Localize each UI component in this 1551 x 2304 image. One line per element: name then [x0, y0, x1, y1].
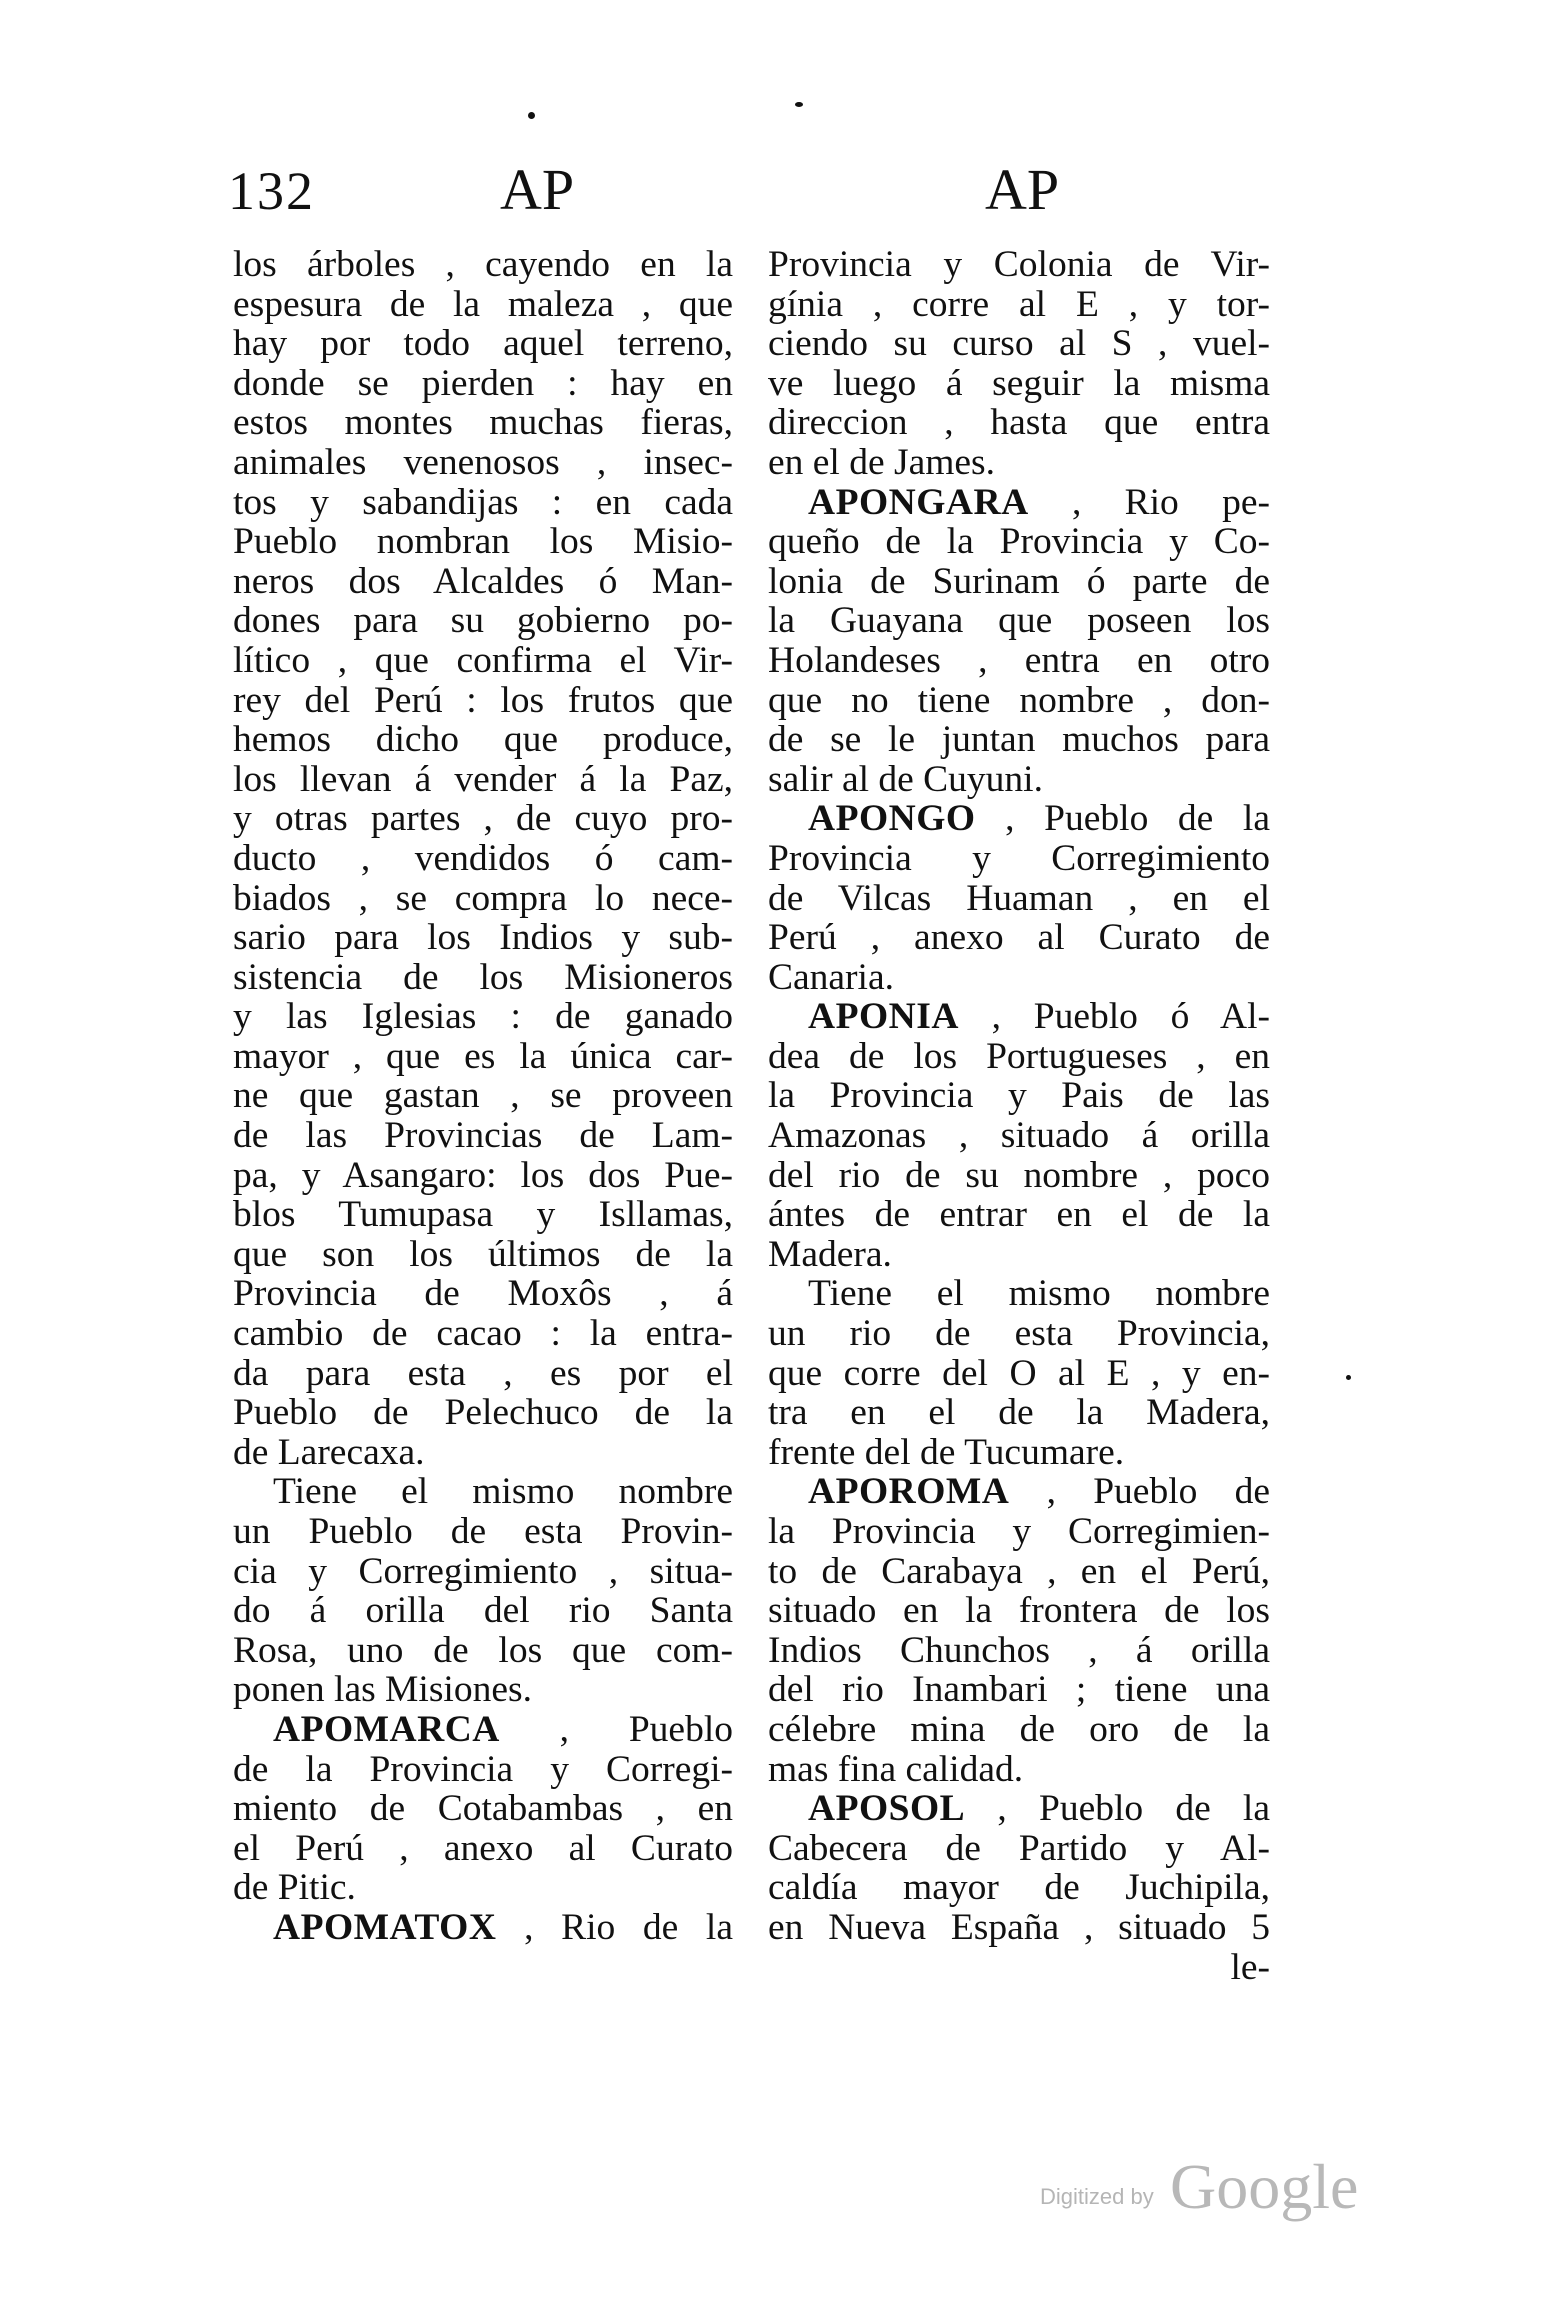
line-text: Tiene el mismo nombre: [808, 1274, 1270, 1315]
line-text: animales venenosos , insec-: [233, 442, 733, 483]
line-text: sario para los Indios y sub-: [233, 918, 733, 958]
text-line: [768, 1076, 1270, 1116]
line-text: que corre del O al E , y en-: [768, 1353, 1270, 1394]
line-text: biados , se compra lo nece-: [233, 878, 733, 919]
line-text: un Pueblo de esta Provin-: [233, 1512, 733, 1552]
entry-headword: APOSOL: [808, 1789, 966, 1829]
line-text: salir al de Cuyuni.: [768, 759, 1043, 800]
text-line: [768, 997, 1270, 1037]
entry-headword: APONGO: [808, 799, 976, 839]
text-line: [233, 1393, 733, 1433]
line-text: ponen las Misiones.: [233, 1670, 532, 1710]
text-line: [768, 1156, 1270, 1196]
text-line: [768, 720, 1270, 760]
line-text: de las Provincias de Lam-: [233, 1116, 733, 1156]
line-text: , Pueblo de: [1009, 1472, 1270, 1512]
text-line: [233, 443, 733, 483]
text-line: [768, 1631, 1270, 1671]
line-text: Provincia de Moxôs , á: [233, 1274, 733, 1315]
line-text: caldía mayor de Juchipila,: [768, 1868, 1270, 1908]
ink-speck: [528, 112, 535, 119]
line-text: Tiene el mismo nombre: [273, 1472, 733, 1512]
text-line: [233, 483, 733, 523]
text-line: [233, 1829, 733, 1869]
line-text: la Guayana que poseen los: [768, 601, 1270, 641]
entry-headword: APOMARCA: [273, 1709, 500, 1750]
text-line: [233, 760, 733, 800]
text-line: [768, 1512, 1270, 1552]
entry-headword: APOROMA: [808, 1472, 1010, 1512]
page-header: [0, 157, 1551, 240]
text-line: [768, 1433, 1270, 1473]
line-text: queño de la Provincia y Co-: [768, 522, 1270, 562]
text-line: [768, 1037, 1270, 1077]
line-text: tra en el de la Madera,: [768, 1393, 1270, 1433]
text-line: [768, 1908, 1270, 1948]
line-text: en Nueva España , situado 5: [768, 1907, 1270, 1948]
line-text: hay por todo aquel terreno,: [233, 324, 733, 364]
line-text: estos montes muchas fieras,: [233, 403, 733, 443]
line-text: Holandeses , entra en otro: [768, 640, 1270, 681]
text-line: [768, 1472, 1270, 1512]
line-text: dea de los Portugueses , en: [768, 1036, 1270, 1077]
text-line: [233, 1116, 733, 1156]
line-text: de Pitic.: [233, 1868, 356, 1908]
line-text: ne que gastan , se proveen: [233, 1076, 733, 1117]
line-text: del rio Inambari ; tiene una: [768, 1670, 1270, 1710]
text-line: [768, 1393, 1270, 1433]
entry-headword: APOMATOX: [273, 1907, 497, 1948]
line-text: Rosa, uno de los que com-: [233, 1630, 733, 1671]
digitized-label: Digitized by: [1040, 2184, 1154, 2209]
text-line: [768, 1829, 1270, 1869]
line-text: blos Tumupasa y Isllamas,: [233, 1195, 733, 1235]
line-text: del rio de su nombre , poco: [768, 1155, 1270, 1196]
text-line: [768, 918, 1270, 958]
text-line: [233, 1750, 733, 1790]
line-text: , Rio de la: [496, 1907, 733, 1948]
text-line: [768, 1314, 1270, 1354]
line-text: célebre mina de oro de la: [768, 1709, 1270, 1750]
line-text: miento de Cotabambas , en: [233, 1789, 733, 1829]
line-text: Provincia y Colonia de Vir-: [768, 245, 1270, 285]
line-text: ántes de entrar en el de la: [768, 1195, 1270, 1235]
line-text: to de Carabaya , en el Perú,: [768, 1551, 1270, 1592]
text-line: [768, 1670, 1270, 1710]
running-head-left: AP: [500, 157, 575, 222]
text-line: [233, 1710, 733, 1750]
line-text: do á orilla del rio Santa: [233, 1591, 733, 1631]
line-text: mayor , que es la única car-: [233, 1036, 733, 1077]
text-line: [233, 1156, 733, 1196]
text-line: [233, 245, 733, 285]
text-line: [768, 324, 1270, 364]
line-text: lítico , que confirma el Vir-: [233, 640, 733, 681]
line-text: da para esta , es por el: [233, 1353, 733, 1394]
text-line: [768, 1591, 1270, 1631]
text-line: [768, 285, 1270, 325]
line-text: de la Provincia y Corregi-: [233, 1749, 733, 1790]
line-text: de Vilcas Huaman , en el: [768, 878, 1270, 919]
text-line: [768, 601, 1270, 641]
text-line: [233, 641, 733, 681]
text-line: [233, 285, 733, 325]
text-line: [768, 1354, 1270, 1394]
line-text: Pueblo nombran los Misio-: [233, 522, 733, 562]
text-line: [768, 839, 1270, 879]
line-text: el Perú , anexo al Curato: [233, 1828, 733, 1869]
text-line: [233, 839, 733, 879]
text-line: [233, 879, 733, 919]
line-text: de se le juntan muchos para: [768, 720, 1270, 760]
line-text: Madera.: [768, 1234, 892, 1275]
line-text: y las Iglesias : de ganado: [233, 997, 733, 1037]
text-line: [233, 1433, 733, 1473]
ink-speck: [1346, 1375, 1351, 1380]
running-head-right: AP: [985, 157, 1060, 222]
text-column-right: [768, 245, 1270, 1987]
text-line: [768, 1195, 1270, 1235]
entry-headword: APONIA: [808, 997, 959, 1037]
text-line: [233, 1868, 733, 1908]
line-text: cia y Corregimiento , situa-: [233, 1551, 733, 1592]
text-line: [233, 1591, 733, 1631]
text-line: [233, 1235, 733, 1275]
line-text: lonia de Surinam ó parte de: [768, 561, 1270, 602]
text-line: [233, 1908, 733, 1948]
line-text: Indios Chunchos , á orilla: [768, 1630, 1270, 1671]
text-line: [233, 403, 733, 443]
text-line: [233, 997, 733, 1037]
line-text: la Provincia y Corregimien-: [768, 1512, 1270, 1552]
line-text: Perú , anexo al Curato de: [768, 918, 1270, 958]
line-text: sistencia de los Misioneros: [233, 957, 733, 998]
line-text: frente del de Tucumare.: [768, 1432, 1125, 1473]
line-text: dones para su gobierno po-: [233, 601, 733, 641]
text-line: [233, 1037, 733, 1077]
line-text: Provincia y Corregimiento: [768, 838, 1270, 879]
text-line: [233, 601, 733, 641]
line-text: donde se pierden : hay en: [233, 363, 733, 404]
text-line: [233, 324, 733, 364]
line-text: Canaria.: [768, 957, 894, 998]
line-text: ve luego á seguir la misma: [768, 363, 1270, 404]
text-line: [233, 1195, 733, 1235]
text-line: [233, 681, 733, 721]
text-line: [768, 522, 1270, 562]
text-line: [768, 681, 1270, 721]
text-line: [233, 562, 733, 602]
line-text: Pueblo de Pelechuco de la: [233, 1393, 733, 1433]
text-line: [768, 799, 1270, 839]
line-text: mas fina calidad.: [768, 1749, 1024, 1790]
entry-headword: APONGARA: [808, 482, 1029, 523]
line-text: direccion , hasta que entra: [768, 403, 1270, 443]
text-line: [768, 760, 1270, 800]
text-line: [768, 483, 1270, 523]
line-text: , Rio pe-: [1028, 482, 1270, 523]
text-line: [233, 1789, 733, 1829]
text-line: [233, 1076, 733, 1116]
text-line: [768, 403, 1270, 443]
text-line: [768, 1868, 1270, 1908]
line-text: , Pueblo de la: [975, 799, 1270, 839]
text-line: [768, 1116, 1270, 1156]
text-line: [768, 1710, 1270, 1750]
line-text: situado en la frontera de los: [768, 1591, 1270, 1631]
text-line: [233, 1354, 733, 1394]
text-line: [233, 958, 733, 998]
line-text: y otras partes , de cuyo pro-: [233, 799, 733, 839]
text-line: [768, 1274, 1270, 1314]
text-line: [233, 720, 733, 760]
text-line: [233, 1274, 733, 1314]
line-text: pa, y Asangaro: los dos Pue-: [233, 1155, 733, 1196]
text-line: [233, 1552, 733, 1592]
line-text: le-: [1230, 1947, 1270, 1988]
line-text: Cabecera de Partido y Al-: [768, 1828, 1270, 1869]
text-line: [233, 364, 733, 404]
line-text: ducto , vendidos ó cam-: [233, 838, 733, 879]
text-line: [768, 879, 1270, 919]
ink-speck: [795, 102, 803, 107]
line-text: la Provincia y Pais de las: [768, 1076, 1270, 1117]
text-line: [233, 1472, 733, 1512]
line-text: tos y sabandijas : en cada: [233, 482, 733, 523]
line-text: Amazonas , situado á orilla: [768, 1116, 1270, 1156]
text-line: [768, 364, 1270, 404]
line-text: un rio de esta Provincia,: [768, 1314, 1270, 1354]
line-text: , Pueblo: [499, 1709, 733, 1750]
line-text: gínia , corre al E , y tor-: [768, 284, 1270, 325]
page-number: 132: [228, 161, 315, 221]
text-line: [768, 1789, 1270, 1829]
text-line: [768, 1948, 1270, 1988]
line-text: , Pueblo ó Al-: [958, 997, 1270, 1037]
text-line: [768, 245, 1270, 285]
line-text: rey del Perú : los frutos que: [233, 680, 733, 721]
text-line: [233, 1631, 733, 1671]
text-line: [768, 1552, 1270, 1592]
line-text: ciendo su curso al S , vuel-: [768, 324, 1270, 364]
line-text: espesura de la maleza , que: [233, 284, 733, 325]
text-line: [233, 1512, 733, 1552]
text-line: [768, 443, 1270, 483]
line-text: cambio de cacao : la entra-: [233, 1314, 733, 1354]
text-line: [233, 799, 733, 839]
line-text: neros dos Alcaldes ó Man-: [233, 561, 733, 602]
text-line: [233, 918, 733, 958]
line-text: que no tiene nombre , don-: [768, 680, 1270, 721]
text-line: [233, 1314, 733, 1354]
text-line: [233, 1670, 733, 1710]
line-text: de Larecaxa.: [233, 1432, 425, 1473]
line-text: los llevan á vender á la Paz,: [233, 759, 733, 800]
text-line: [768, 641, 1270, 681]
text-line: [768, 1235, 1270, 1275]
line-text: hemos dicho que produce,: [233, 720, 733, 760]
text-line: [768, 958, 1270, 998]
line-text: en el de James.: [768, 442, 995, 483]
line-text: que son los últimos de la: [233, 1234, 733, 1275]
text-line: [768, 562, 1270, 602]
text-column-left: [233, 245, 733, 1948]
line-text: , Pueblo de la: [965, 1789, 1270, 1829]
line-text: los árboles , cayendo en la: [233, 245, 733, 285]
google-logo: Google: [1170, 2151, 1359, 2222]
text-line: [768, 1750, 1270, 1790]
text-line: [233, 522, 733, 562]
